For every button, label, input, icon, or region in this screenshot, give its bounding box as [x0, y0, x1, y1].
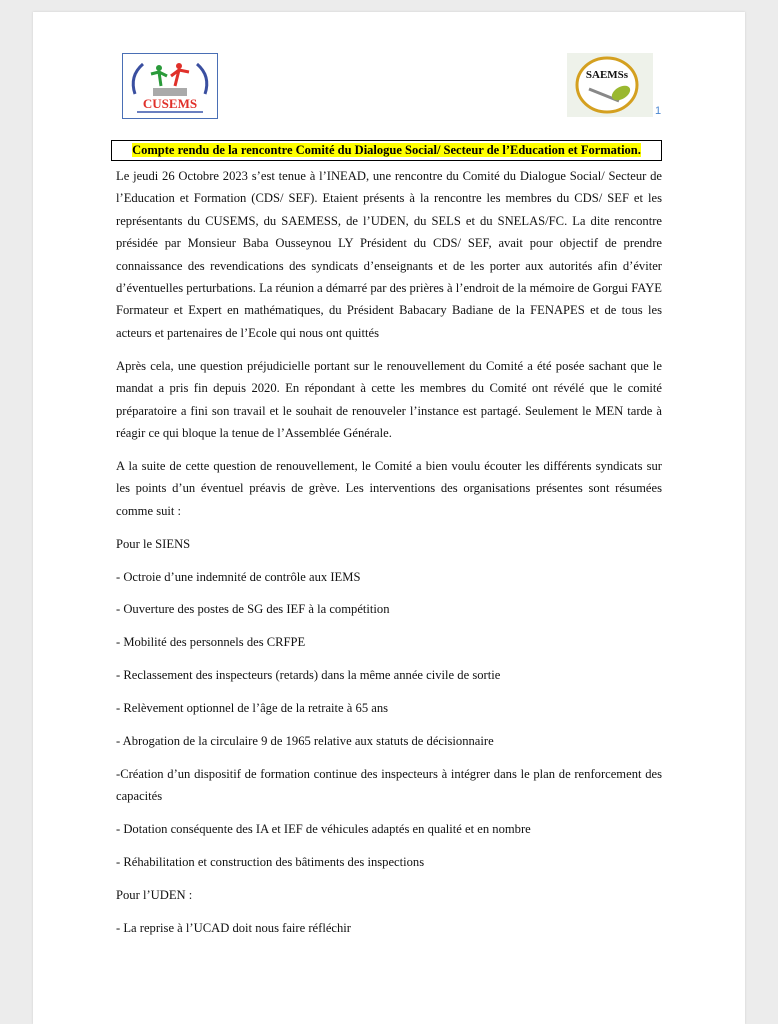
list-item: - Réhabilitation et construction des bâtiments des inspections	[116, 855, 425, 870]
title-text: Compte rendu de la rencontre Comité du Dialogue Social/ Secteur de l’Education et Formation.	[132, 143, 641, 157]
svg-text:SAEMSs: SAEMSs	[585, 69, 629, 81]
svg-text:CUSEMS: CUSEMS	[142, 96, 198, 111]
list-item: - Abrogation de la circulaire 9 de 1965 relative aux statuts de décisionnaire	[116, 734, 494, 749]
document-page	[33, 12, 745, 1024]
document-body	[116, 165, 662, 950]
uden-heading: Pour l’UDEN :	[116, 888, 193, 903]
paragraph: Après cela, une question préjudicielle portant sur le renouvellement du Comité a été posée sachant que le mandat a pris fin depuis 2020. En répondant à cette les membres du Comité ont révélé que le comité préparatoire a fini son travail et le souhait de renouveler l’instance est partagé. Seulement le MEN tarde à réagir ce qui bloque la tenue de l’Assemblée Générale.	[116, 358, 662, 440]
list-item: - La reprise à l’UCAD doit nous faire réfléchir	[116, 920, 351, 935]
list-item: - Ouverture des postes de SG des IEF à la compétition	[116, 602, 390, 617]
list-item: - Reclassement des inspecteurs (retards) dans la même année civile de sortie	[116, 668, 501, 683]
page-number: 1	[655, 105, 662, 117]
list-item: -Création d’un dispositif de formation continue des inspecteurs à intégrer dans le plan de renforcement des capacités	[116, 766, 662, 804]
list-item: - Dotation conséquente des IA et IEF de véhicules adaptés en qualité et en nombre	[116, 822, 531, 837]
list-item: - Relèvement optionnel de l’âge de la retraite à 65 ans	[116, 701, 389, 716]
paragraph: A la suite de cette question de renouvellement, le Comité a bien voulu écouter les différents syndicats sur les points d’un éventuel préavis de grève. Les interventions des organisations présentes sont résumées comme suit :	[116, 458, 662, 518]
siens-heading: Pour le SIENS	[116, 536, 191, 551]
document-title	[111, 140, 662, 161]
cusems-logo	[122, 53, 218, 119]
saemss-logo	[567, 53, 653, 117]
list-item: - Octroie d’une indemnité de contrôle aux IEMS	[116, 569, 361, 584]
paragraph: Le jeudi 26 Octobre 2023 s’est tenue à l’INEAD, une rencontre du Comité du Dialogue Social/ Secteur de l’Education et Formation (CDS/ SEF). Etaient présents à la rencontre les membres du CDS/ SEF et les représentants du CUSEMS, du SAEMESS, de l’UDEN, du SELS et du SNELAS/FC. La dite rencontre présidée par Monsieur Baba Ousseynou LY Président du CDS/ SEF, avait pour objectif de prendre connaissance des revendications des syndicats d’enseignants et de les porter aux autorités afin d’éviter d’éventuelles perturbations. La réunion a démarré par des prières à l’endroit de la mémoire de Gorgui FAYE Formateur et Expert en mathématiques, du Président Babacary Badiane de la FENAPES et de tous les acteurs et partenaires de l’Ecole qui nous ont quittés	[116, 169, 662, 340]
list-item: - Mobilité des personnels des CRFPE	[116, 635, 306, 650]
